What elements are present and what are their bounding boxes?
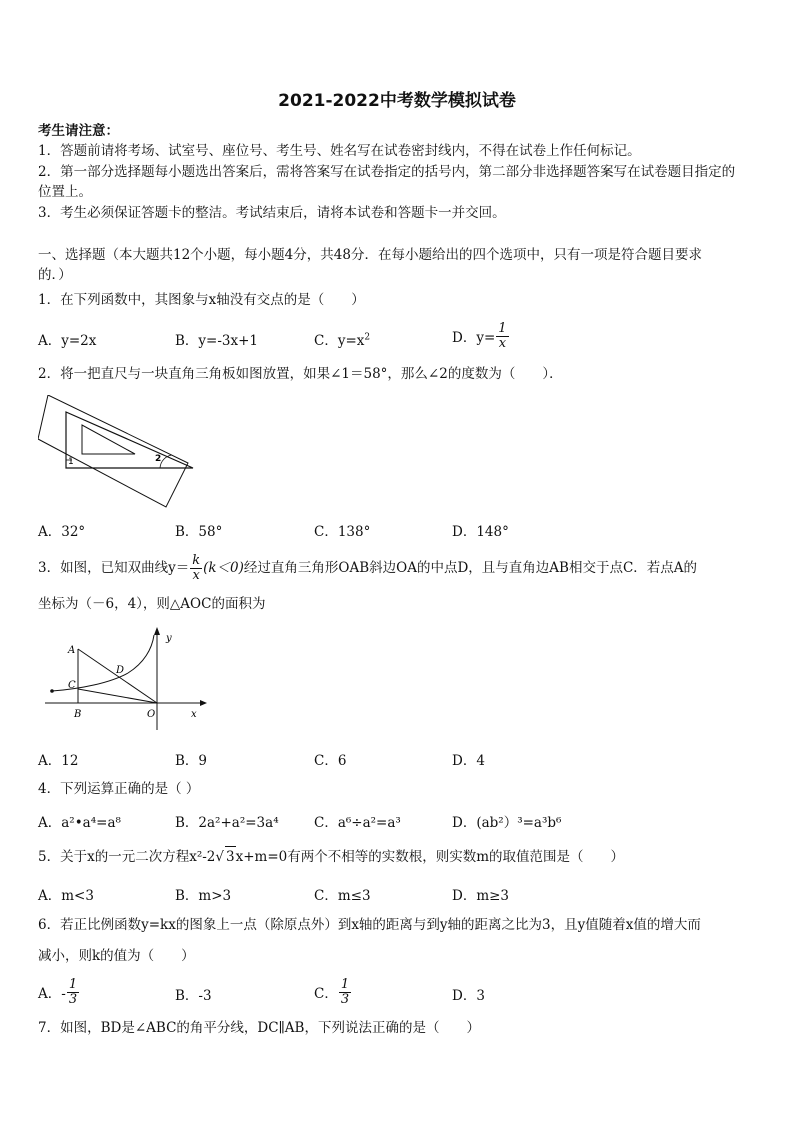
label-B: B [74,709,82,720]
q1-option-a: A．y=2x [38,333,97,349]
set-square-outer [66,412,193,468]
q6-c-fraction: $\frac{1}{3}$ [340,976,350,1007]
q5-option-c: C．m≤3 [314,888,371,904]
q2-option-d: D．148° [452,524,509,540]
angle-1-label: 1 [68,457,74,467]
y-axis-arrow [154,627,160,635]
notice-item-2-cont: 位置上。 [38,184,92,200]
q3-option-a: A．12 [38,753,79,769]
x-axis-arrow [200,700,207,706]
q6-option-c: C． $\frac{1}{3}$ [314,976,350,1007]
q1-option-b: B．y=-3x+1 [175,333,259,349]
ruler-shape [38,395,188,507]
q6-stem: 6．若正比例函数y=kx的图象上一点（除原点外）到x轴的距离与到y轴的距离之比为3，且y值随着x值的增大而 [38,917,701,933]
q5-sqrt: 3 [225,846,236,867]
q3-option-c: C．6 [314,753,347,769]
angle-2-arc [160,455,172,468]
q1-option-d: D．y= $\frac{1}{x}$ [452,320,507,351]
q1-stem: 1．在下列函数中，其图象与x轴没有交点的是（ ） [38,292,365,308]
q2-option-c: C．138° [314,524,371,540]
q1-option-c: C．$y=x^2$ [314,332,371,349]
page-title: 2021-2022中考数学模拟试卷 [278,91,516,111]
q2-ruler-triangle-figure [38,395,198,510]
q5-option-d: D．m≥3 [452,888,510,904]
q6-stem-cont: 减小，则k的值为（ ） [38,948,195,964]
q2-option-b: B．58° [175,524,223,540]
q6-option-d: D．3 [452,988,485,1004]
q4-option-c: C．a⁶÷a²=a³ [314,815,401,831]
q2-option-a: A．32° [38,524,86,540]
label-O: O [147,709,156,720]
q3-k-over-x: $\frac{k}{x}$ [192,552,201,583]
q3-option-b: B．9 [175,753,208,769]
label-A: A [68,645,76,656]
q3-option-d: D．4 [452,753,485,769]
q4-option-d: D．(ab²）³=a³b⁶ [452,815,562,831]
q6-option-b: B．-3 [175,988,212,1004]
q3-stem-cont: 坐标为（－6，4），则△AOC的面积为 [38,596,266,612]
curve-end-dot [50,689,54,693]
q2-stem: 2．将一把直尺与一块直角三角板如图放置，如果∠1＝58°，那么∠2的度数为（ ）． [38,366,563,382]
section-heading-cont: 的．） [38,267,72,283]
q6-a-fraction: $\frac{1}{3}$ [68,976,78,1007]
q5-option-b: B．m>3 [175,888,232,904]
notice-item-2: 2．第一部分选择题每小题选出答案后，需将答案写在试卷指定的括号内，第二部分非选择题答案写在试卷题目指定的 [38,164,736,180]
q3-hyperbola-figure [40,625,210,735]
q5-option-a: A．m<3 [38,888,94,904]
segment-OC [78,689,157,703]
label-x: x [191,709,197,720]
label-y: y [166,633,172,644]
q7-stem: 7．如图，BD是∠ABC的角平分线，DC∥AB，下列说法正确的是（ ） [38,1020,480,1036]
q3-stem: 3．如图，已知双曲线y＝ $\frac{k}{x}$ (k＜0) 经过直角三角形OAB斜边OA的中点D，且与直角边AB相交于点C．若点A的 [38,552,698,583]
q4-option-a: A．a²•a⁴=a⁸ [38,815,121,831]
angle-2-label: 2 [155,454,162,464]
notice-item-3: 3．考生必须保证答题卡的整洁。考试结束后，请将本试卷和答题卡一并交回。 [38,205,506,221]
q4-option-b: B．2a²+a²=3a⁴ [175,815,279,831]
q5-stem: 5．关于x的一元二次方程x²-2√ 3x+m=0有两个不相等的实数根，则实数m的取值范围是（ ） [38,846,624,867]
q4-stem: 4．下列运算正确的是（ ） [38,781,200,797]
q1-d-fraction: $\frac{1}{x}$ [498,320,507,351]
label-C: C [68,680,76,691]
label-D: D [116,665,125,676]
section-heading: 一、选择题（本大题共12个小题，每小题4分，共48分．在每小题给出的四个选项中，只有一项是符合题目要求 [38,247,702,263]
notice-item-1: 1．答题前请将考场、试室号、座位号、考生号、姓名写在试卷密封线内，不得在试卷上作任何标记。 [38,143,641,159]
q6-option-a: A．- $\frac{1}{3}$ [38,976,78,1007]
notice-heading: 考生请注意： [38,123,119,139]
